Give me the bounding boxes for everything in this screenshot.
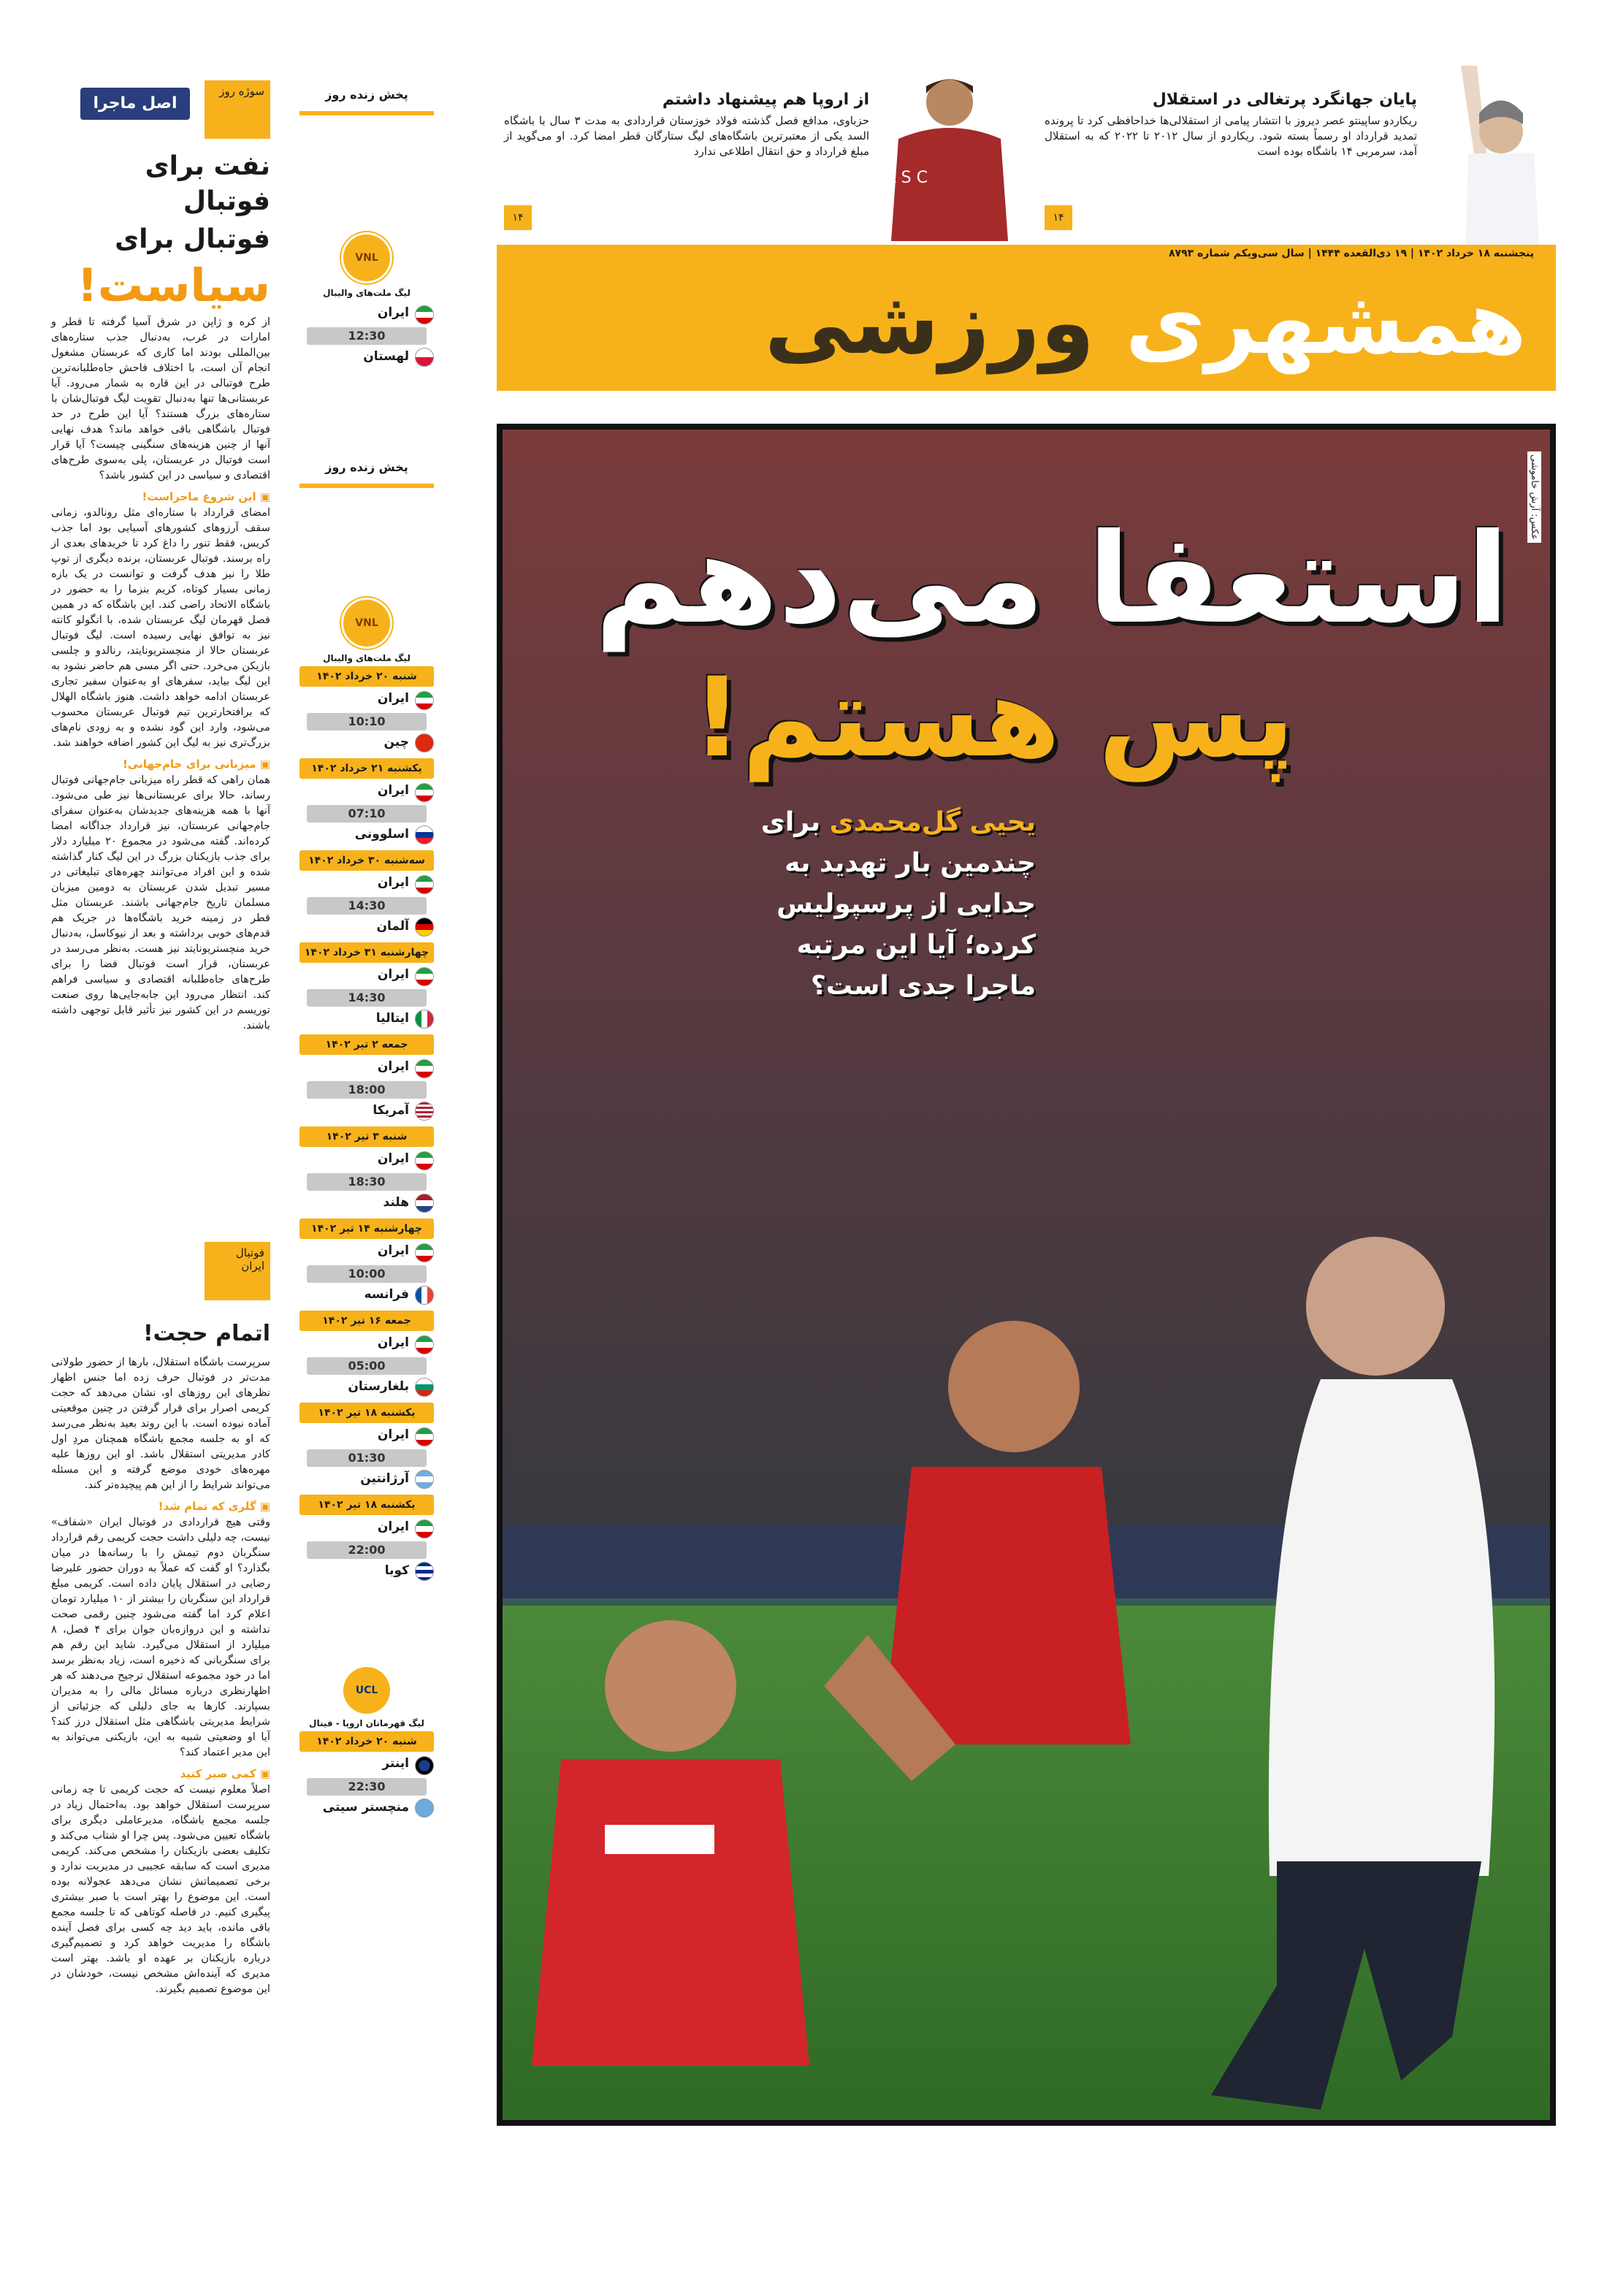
league-name: لیگ ملت‌های والیبال bbox=[323, 288, 411, 298]
match-time: 12:30 bbox=[307, 327, 427, 345]
match-date: شنبه ۲۰ خرداد ۱۴۰۲ bbox=[299, 666, 434, 687]
match-item bbox=[299, 1423, 434, 1495]
match-time: 18:30 bbox=[307, 1173, 427, 1191]
iran-flag-icon bbox=[415, 691, 434, 710]
schedule-heading: پخش زنده روز bbox=[299, 80, 434, 115]
column-paragraph: امضای قرارداد با ستاره‌ای مثل رونالدو، زمانی سقف آرزوهای کشورهای آسیایی بود اما جذب کریس، فقط تنور را داغ کرد تا خریدهای بعدی از راه برسند. فوتبال عربستان، برنده دیگری از توپ طلا را نیز هدف گرفت و توانست در یک بازه زمانی بسیار کوتاه، کریم بنزما را به حضور در باشگاه الاتحاد راضی کند. این باشگاه که در همین فصل قهرمان لیگ عربستان شده، با انگولو کانته نیز به توافق نهایی رسیده است. لیگ فوتبال عربستان حالا از منچستریونایتد، رنالدو و چلسی بازیکن می‌خرد. حتی اگر مسی هم حاضر نشود به این لیگ بیاید، سفرهای او به‌عنوان سفیر تجاری عربستان ادامه خواهد داشت. هنوز باشگاه الهلال که برافتخارترین تیم فوتبال عربستان محسوب می‌شود، وارد این گود نشده و به زودی نام‌های بزرگ‌تری نیز به لیگ این کشور اضافه خواهند شد. bbox=[51, 506, 270, 749]
page-ref-badge: ۱۴ bbox=[504, 205, 532, 230]
home-team: ایران bbox=[377, 305, 409, 320]
home-team: ایران bbox=[377, 875, 409, 890]
iran-flag-icon bbox=[415, 1059, 434, 1078]
home-team: ایران bbox=[377, 967, 409, 982]
masthead bbox=[497, 245, 1556, 391]
iran-football-section bbox=[51, 1242, 270, 2001]
brand-name-sport: ورزشی bbox=[764, 272, 1095, 374]
away-team: بلغارستان bbox=[348, 1379, 409, 1394]
match-time: 05:00 bbox=[307, 1357, 427, 1375]
match-time: 14:30 bbox=[307, 897, 427, 915]
left-column bbox=[51, 80, 270, 2199]
column-title-line1: نفت برای فوتبال bbox=[145, 151, 270, 216]
teaser-text bbox=[504, 91, 869, 159]
germany-flag-icon bbox=[415, 918, 434, 937]
column-subhead: ▣ گلری که تمام شد! bbox=[51, 1500, 270, 1513]
column-header bbox=[51, 1242, 270, 1300]
svg-text:K S C: K S C bbox=[885, 169, 928, 187]
match-time: 22:00 bbox=[307, 1541, 427, 1559]
away-team: اسلوونی bbox=[354, 827, 409, 842]
match-date: جمعه ۱۶ تیر ۱۴۰۲ bbox=[299, 1311, 434, 1331]
away-team: کوبا bbox=[384, 1563, 409, 1578]
match-date: چهارشنبه ۳۱ خرداد ۱۴۰۲ bbox=[299, 942, 434, 963]
teaser-text bbox=[1045, 91, 1417, 159]
match-item bbox=[299, 1331, 434, 1403]
iran-flag-icon bbox=[415, 1243, 434, 1262]
bulgaria-flag-icon bbox=[415, 1378, 434, 1397]
home-team: ایران bbox=[377, 1059, 409, 1074]
home-team: ایران bbox=[377, 691, 409, 706]
cuba-flag-icon bbox=[415, 1562, 434, 1581]
match-item bbox=[299, 963, 434, 1034]
iran-flag-icon bbox=[415, 1519, 434, 1538]
deck-highlight: یحیی گل‌محمدی bbox=[829, 807, 1036, 837]
photo-credit: عکس: آرش خاموشی bbox=[1527, 451, 1541, 543]
match-time: 14:30 bbox=[307, 989, 427, 1007]
headline-line2: پس هستم! bbox=[692, 655, 1294, 782]
home-team: اینتر bbox=[382, 1756, 409, 1771]
match-item bbox=[299, 779, 434, 850]
match-date: یکشنبه ۲۱ خرداد ۱۴۰۲ bbox=[299, 758, 434, 779]
league-name: لیگ قهرمانان اروپا - فینال bbox=[309, 1718, 424, 1728]
section-label: سوژه روز bbox=[205, 80, 270, 139]
match-time: 10:10 bbox=[307, 713, 427, 731]
live-schedule-column bbox=[299, 80, 434, 2199]
match-date: جمعه ۲ تیر ۱۴۰۲ bbox=[299, 1034, 434, 1055]
match-time: 22:30 bbox=[307, 1778, 427, 1796]
vnl-logo-icon: VNL bbox=[341, 598, 392, 649]
issue-info: پنجشنبه ۱۸ خرداد ۱۴۰۲ | ۱۹ ذی‌القعده ۱۴۴۴ | سال سی‌و‌یکم شماره ۸۷۹۳ bbox=[1168, 248, 1534, 259]
match-item bbox=[299, 1147, 434, 1218]
column-subhead: ▣ این شروع ماجراست! bbox=[51, 490, 270, 503]
match-time: 18:00 bbox=[307, 1081, 427, 1099]
away-team: لهستان bbox=[363, 349, 409, 364]
column-subhead: ▣ میزبانی برای جام‌جهانی! bbox=[51, 758, 270, 771]
ucl-final-match bbox=[299, 1752, 434, 1823]
netherlands-flag-icon bbox=[415, 1194, 434, 1213]
china-flag-icon bbox=[415, 733, 434, 752]
column-title-line2: فوتبال برای bbox=[115, 224, 270, 254]
away-team: آمریکا bbox=[373, 1103, 409, 1118]
match-today bbox=[299, 301, 434, 373]
teaser-body: ریکاردو ساپینتو عصر دیروز با انتشار پیامی از استقلالی‌ها خداحافظی کرد تا پرونده تمدید قرارداد او رسماً بسته شود. ریکاردو از سال ۲۰۱۲ تا ۲۰۲۲ که به استقلال آمد، سرمربی ۱۴ باشگاه بوده است bbox=[1045, 114, 1418, 158]
match-item bbox=[299, 871, 434, 942]
column-paragraph: وقتی هیچ قراردادی در فوتبال ایران «شفاف» نیست، چه دلیلی داشت حجت کریمی رقم قرارداد سنگربان دوم تیمش را با رسانه‌ها در میان بگذارد؟ او گفت که عملاً به دوران حضور علیرضا رضایی در استقلال پایان داده است. کریمی مبلغ قرارداد این سنگربان را بیشتر از ۱۰ میلیارد تومان اعلام کرد اما گفته می‌شود چنین رقمی صحت نداشته و این دروازه‌بان جوان برای ۴ فصل، ۸ میلیارد از استقلال می‌گیرد. شاید این رقم هم برای سنگربانی که ذخیره است، زیاد به‌نظر برسد اما در خود مجموعه استقلال ترجیح می‌دهند که هر اظهارنظری درباره مسائل مالی را به مدیران بسپارند. کارها به جای دلیلی که جزئیاتی از شرایط مدیریتی باشگاهی مثل استقلال درز کند؟ آیا او وضعیتی شبیه به این، بازیکنی می‌تواند به این مدیر اعتماد کند؟ bbox=[51, 1516, 270, 1758]
column-title-line3: سیاست! bbox=[77, 259, 270, 312]
match-time: 07:10 bbox=[307, 805, 427, 823]
headline-line1: استعفا می‌دهم bbox=[595, 507, 1509, 652]
asl-majara-logo: اصل ماجرا bbox=[80, 88, 190, 120]
match-time: 01:30 bbox=[307, 1449, 427, 1467]
italy-flag-icon bbox=[415, 1010, 434, 1029]
match-item bbox=[299, 1515, 434, 1587]
iran-flag-icon bbox=[415, 1151, 434, 1170]
argentina-flag-icon bbox=[415, 1470, 434, 1489]
inter-crest-icon bbox=[415, 1756, 434, 1775]
headline-deck bbox=[722, 802, 1036, 1007]
match-item bbox=[299, 1055, 434, 1126]
iran-flag-icon bbox=[415, 967, 434, 986]
iran-flag-icon bbox=[415, 875, 434, 894]
man-city-crest-icon bbox=[415, 1799, 434, 1818]
match-date: یکشنبه ۱۸ تیر ۱۴۰۲ bbox=[299, 1403, 434, 1423]
column-paragraph: از کره و ژاپن در شرق آسیا گرفته تا قطر و امارات در غرب، به‌دنبال جذب ستاره‌های بین‌المللی بودند اما کاری که عربستان مشغول انجام آن است، با اختلاف فاحش جاه‌طلبانه‌ترین طرح فوتبالی در این قاره به شمار می‌رود. آیا عربستانی‌ها تنها به‌دنبال تقویت لیگ فوتبال‌شان با ستاره‌های بزرگ هستند؟ آیا این طرح در حد فوتبال باشگاهی باقی خواهد ماند؟ هدف نهایی آنها از چنین هزینه‌های سنگینی چیست؟ آیا قرار است فوتبال در عربستان، پلی به‌سوی طرح‌های اقتصادی و سیاسی در این کشور باشد؟ bbox=[51, 316, 270, 481]
vnl-logo-icon: VNL bbox=[341, 232, 392, 283]
main-photo bbox=[497, 424, 1556, 2126]
slovenia-flag-icon bbox=[415, 825, 434, 844]
france-flag-icon bbox=[415, 1286, 434, 1305]
away-team: چین bbox=[383, 735, 409, 750]
poland-flag-icon bbox=[415, 348, 434, 367]
match-item bbox=[299, 687, 434, 758]
newspaper-logo bbox=[764, 265, 1527, 382]
column-header bbox=[51, 80, 270, 139]
teaser-title: از اروپا هم پیشنهاد داشتم bbox=[662, 91, 869, 109]
schedule-heading: پخش زنده روز bbox=[299, 453, 434, 488]
away-team: آرژانتین bbox=[360, 1471, 409, 1486]
home-team: ایران bbox=[377, 1427, 409, 1442]
iran-flag-icon bbox=[415, 305, 434, 324]
teaser-hazbavi bbox=[504, 80, 1015, 245]
teaser-body: حزباوی، مدافع فصل گذشته فولاد خوزستان قراردادی به مدت ۳ سال با باشگاه السد یکی از معتبرترین باشگاه‌های لیگ ستارگان قطر امضا کرد. او می‌گوید از مبلغ قرارداد و حق انتقال اطلاعی ندارد bbox=[504, 114, 869, 158]
champions-league-logo-icon: UCL bbox=[343, 1667, 390, 1714]
league-name: لیگ ملت‌های والیبال bbox=[323, 653, 411, 663]
home-team: ایران bbox=[377, 1151, 409, 1166]
away-team: آلمان bbox=[376, 919, 409, 934]
section-label: فوتبال ایران bbox=[205, 1242, 270, 1300]
section-title: اتمام حجت! bbox=[142, 1321, 270, 1346]
teaser-title: پایان جهانگرد پرتغالی در استقلال bbox=[1152, 91, 1417, 109]
iran-flag-icon bbox=[415, 783, 434, 802]
match-date: سه‌شنبه ۳۰ خرداد ۱۴۰۲ bbox=[299, 850, 434, 871]
home-team: ایران bbox=[377, 1243, 409, 1258]
match-date: شنبه ۳ تیر ۱۴۰۲ bbox=[299, 1126, 434, 1147]
top-teasers bbox=[497, 80, 1556, 245]
home-team: ایران bbox=[377, 1335, 409, 1350]
player-photo bbox=[884, 44, 1015, 241]
page-ref-badge: ۱۴ bbox=[1045, 205, 1072, 230]
away-team: منچستر سیتی bbox=[322, 1800, 409, 1815]
column-subhead: ▣ کمی صبر کنید bbox=[51, 1767, 270, 1780]
away-team: ایتالیا bbox=[375, 1011, 409, 1026]
iran-flag-icon bbox=[415, 1335, 434, 1354]
home-team: ایران bbox=[377, 1519, 409, 1534]
brand-name: همشهری bbox=[1125, 272, 1527, 374]
column-paragraph: اصلاً معلوم نیست که حجت کریمی تا چه زمانی سرپرست استقلال خواهد بود. به‌احتمال زیاد در جلسه مجمع باشگاه، مدیرعاملی دیگری برای باشگاه تعیین می‌شود. پس چرا او شتاب می‌کند و تکلیف بعضی بازیکنان را مشخص می‌کند. کریمی مدیری است که سابقه عجیبی در مدیریت ندارد و برخی تصمیماتش نشان می‌دهد عجولانه بوده است. این موضوع را بهتر است با صبر بیشتری پیگیری کنیم. در فاصله کوتاهی که تا جلسه مجمع باقی مانده، باید دید چه کسی برای فصل آینده باشگاه را مدیریت خواهد کرد و تصمیم‌گیری درباره بازیکنان بر عهده او باشد. بهتر است مدیری که آینده‌اش مشخص نیست، خودشان در این موضوع تصمیم بگیرند. bbox=[51, 1783, 270, 1995]
match-item bbox=[299, 1239, 434, 1311]
iran-flag-icon bbox=[415, 1427, 434, 1446]
match-date: چهارشنبه ۱۴ تیر ۱۴۰۲ bbox=[299, 1218, 434, 1239]
match-list bbox=[299, 666, 434, 1587]
deck-text: برای چندمین بار تهدید به جدایی از پرسپولیس کرده؛ آیا این مرتبه ماجرا جدی است؟ bbox=[760, 807, 1036, 1001]
column-paragraph: همان راهی که قطر راه میزبانی جام‌جهانی فوتبال رساند، حالا برای عربستانی‌ها نیز طی می‌شود. آنها با همه هزینه‌های جدیدشان به‌عنوان سفرای جام‌جهانی عربستان، نیز قرارداد جداگانه امضا کرده‌اند. گفته می‌شود در مجموع ۲۰ میلیارد دلار برای جذب بازیکنان بزرگ در این لیگ کنار گذاشته شده و این افراد می‌توانند چهره‌های تبلیغاتی در مسیر تبدیل شدن عربستان به دومین میزبان مسلمان تاریخ جام‌جهانی باشند. عربستان مثل قطر در زمینه خرید باشگاه‌ها در جریک هم قدم‌های خوبی برداشته و بعد از نیوکاسل، به‌دنبال خرید منچستریونایتد نیز هست. به‌نظر می‌رسد در عربستان، قرار است فوتبال فضا را برای طرح‌های جاه‌طلبانه اقتصادی و سیاسی فراهم کند. انتظار می‌رود این جابه‌جایی‌ها روی صنعت توریسم در این کشور نیز تأثیر قابل توجهی داشته باشند. bbox=[51, 774, 270, 1031]
home-team: ایران bbox=[377, 783, 409, 798]
match-date: شنبه ۲۰ خرداد ۱۴۰۲ bbox=[299, 1731, 434, 1752]
teaser-sapinto bbox=[1045, 80, 1556, 245]
match-date: یکشنبه ۱۸ تیر ۱۴۰۲ bbox=[299, 1495, 434, 1515]
column-paragraph: سرپرست باشگاه استقلال، بارها از حضور طولانی مدت‌تر در فوتبال حرف زده اما جنس اظهار نظرهای این روزهای او، نشان می‌دهد که حجت کریمی اصرار برای قرار گرفتن در چنین موقعیتی آماده نبوده است. با این روند بعید به‌نظر می‌رسد که او به جلسه مجمع باشگاه همچنان مردِ اول کادر مدیریتی استقلال باشد. او این روزها علیه مهره‌های خودی موضع گرفته و این مسئله می‌تواند شرایط را از این هم پیچیده‌تر کند. bbox=[51, 1356, 270, 1491]
away-team: هلند bbox=[383, 1195, 409, 1210]
usa-flag-icon bbox=[415, 1102, 434, 1121]
match-time: 10:00 bbox=[307, 1265, 427, 1283]
away-team: فرانسه bbox=[364, 1287, 409, 1302]
